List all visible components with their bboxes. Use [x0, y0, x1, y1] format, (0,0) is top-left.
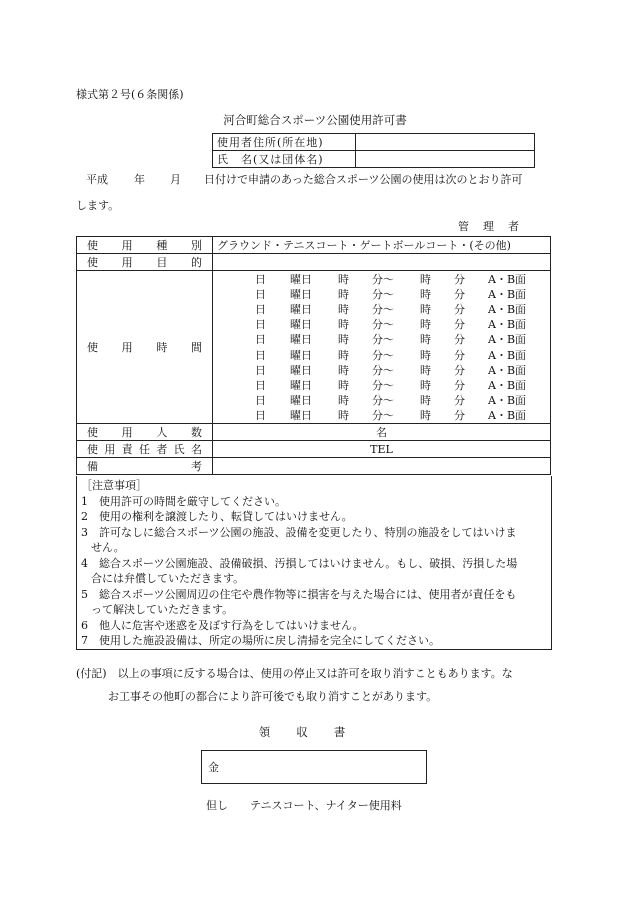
time-min2: 分: [454, 318, 465, 332]
receipt-title-text: 領収書: [258, 725, 372, 739]
note-item: って解決していただきます。: [91, 603, 234, 616]
time-court: A・B面: [488, 378, 527, 392]
time-min1: 分～: [372, 394, 394, 408]
time-min1: 分～: [372, 378, 394, 392]
amount-box[interactable]: [201, 750, 427, 784]
time-hour2: 時: [420, 272, 431, 286]
time-hour2: 時: [420, 287, 431, 301]
time-min2: 分: [454, 394, 465, 408]
time-min2: 分: [454, 409, 465, 423]
time-min1: 分～: [372, 409, 394, 423]
remarks-label: 備考: [77, 458, 213, 475]
time-day: 日: [255, 378, 266, 392]
applicant-table: [212, 133, 535, 168]
note-item: せん。: [91, 541, 125, 554]
usage-table: [76, 236, 551, 475]
time-min2: 分: [454, 348, 465, 362]
time-row[interactable]: [213, 332, 550, 347]
time-hour1: 時: [338, 363, 349, 377]
address-field[interactable]: [356, 134, 535, 151]
time-hour1: 時: [338, 287, 349, 301]
time-min1: 分～: [372, 272, 394, 286]
time-hour2: 時: [420, 348, 431, 362]
era-label: 平成: [86, 173, 108, 186]
time-hour1: 時: [338, 303, 349, 317]
time-min1: 分～: [372, 318, 394, 332]
people-label: 使用人数: [77, 424, 213, 441]
people-unit: 名: [376, 426, 387, 439]
time-day: 日: [255, 287, 266, 301]
time-hour2: 時: [420, 333, 431, 347]
supplement-line-1: (付記) 以上の事項に反する場合は、使用の停止又は許可を取り消すこともあります。な: [76, 667, 513, 680]
time-day: 日: [255, 318, 266, 332]
time-day: 日: [255, 348, 266, 362]
note-item: 7 使用した施設設備は、所定の場所に戻し清掃を完全にしてください。: [81, 634, 440, 647]
time-weekday: 曜日: [290, 287, 312, 301]
time-hour2: 時: [420, 363, 431, 377]
time-hour1: 時: [338, 348, 349, 362]
time-weekday: 曜日: [290, 272, 312, 286]
note-item: 4 総合スポーツ公園施設、設備破損、汚損してはいけません。もし、破損、汚損した場: [81, 556, 518, 570]
time-min1: 分～: [372, 348, 394, 362]
time-court: A・B面: [488, 272, 527, 286]
time-court: A・B面: [488, 363, 527, 377]
time-court: A・B面: [488, 333, 527, 347]
time-hour1: 時: [338, 394, 349, 408]
form-number: 様式第２号(６条関係): [76, 88, 184, 101]
note-item: 5 総合スポーツ公園周辺の住宅や農作物等に損害を与えた場合には、使用者が責任をも: [81, 587, 517, 601]
time-row[interactable]: [213, 377, 550, 392]
time-weekday: 曜日: [290, 318, 312, 332]
time-min1: 分～: [372, 363, 394, 377]
time-day: 日: [255, 363, 266, 377]
note-item: 6 他人に危害や迷惑を及ぼす行為をしてはいけません。: [81, 618, 364, 632]
time-label: 使用時間: [77, 271, 213, 424]
time-weekday: 曜日: [290, 378, 312, 392]
time-min2: 分: [454, 378, 465, 392]
note-item: 3 許可なしに総合スポーツ公園の施設、設備を変更したり、特別の施設をしてはいけま: [81, 525, 517, 539]
amount-label: 金: [208, 761, 219, 774]
time-weekday: 曜日: [290, 333, 312, 347]
type-label: 使用種別: [77, 237, 213, 254]
time-rows: [213, 271, 550, 423]
time-row[interactable]: [213, 317, 550, 332]
time-day: 日: [255, 333, 266, 347]
issue-text: 日付けで申請のあった総合スポーツ公園の使用は次のとおり許可: [204, 173, 523, 186]
purpose-label: 使用目的: [77, 254, 213, 271]
time-weekday: 曜日: [290, 363, 312, 377]
manager-label: 管理者: [458, 220, 533, 233]
time-hour1: 時: [338, 318, 349, 332]
issue-statement: [86, 171, 522, 187]
supplement-line-2: お工事その他町の都合により許可後でも取り消すことがあります。: [108, 690, 438, 703]
time-weekday: 曜日: [290, 409, 312, 423]
time-day: 日: [255, 394, 266, 408]
receipt-title: [0, 724, 630, 740]
type-value[interactable]: グラウンド・テニスコート・ゲートボールコート・(その他): [213, 237, 551, 254]
responsible-field[interactable]: [213, 441, 551, 458]
note-item: 1 使用許可の時間を厳守してください。: [81, 494, 286, 508]
time-court: A・B面: [488, 409, 527, 423]
time-hour2: 時: [420, 378, 431, 392]
time-hour2: 時: [420, 394, 431, 408]
month-label: 月: [170, 173, 181, 186]
time-hour1: 時: [338, 333, 349, 347]
time-day: 日: [255, 303, 266, 317]
notes-heading: ［注意事項］: [81, 479, 147, 492]
time-min1: 分～: [372, 333, 394, 347]
time-row[interactable]: [213, 393, 550, 408]
time-hour2: 時: [420, 409, 431, 423]
time-hour2: 時: [420, 303, 431, 317]
time-day: 日: [255, 409, 266, 423]
time-hour1: 時: [338, 409, 349, 423]
time-court: A・B面: [488, 394, 527, 408]
name-label: 氏 名(又は団体名): [213, 151, 356, 168]
tel-label: TEL: [370, 442, 393, 456]
time-weekday: 曜日: [290, 348, 312, 362]
time-min1: 分～: [372, 287, 394, 301]
time-hour1: 時: [338, 378, 349, 392]
issue-text-continued: します。: [76, 199, 120, 212]
time-court: A・B面: [488, 318, 527, 332]
time-min2: 分: [454, 287, 465, 301]
time-weekday: 曜日: [290, 394, 312, 408]
time-row[interactable]: [213, 408, 550, 423]
time-row[interactable]: [213, 286, 550, 301]
time-day: 日: [255, 272, 266, 286]
time-court: A・B面: [488, 287, 527, 301]
time-min2: 分: [454, 272, 465, 286]
time-min2: 分: [454, 363, 465, 377]
proviso-text: 但し テニスコート、ナイター使用料: [206, 799, 402, 812]
time-court: A・B面: [488, 348, 527, 362]
time-row[interactable]: [213, 347, 550, 362]
note-item: 合には弁償していただきます。: [91, 572, 245, 585]
time-weekday: 曜日: [290, 303, 312, 317]
time-row[interactable]: [213, 301, 550, 316]
time-court: A・B面: [488, 303, 527, 317]
time-row[interactable]: [213, 271, 550, 286]
time-min1: 分～: [372, 303, 394, 317]
time-row[interactable]: [213, 362, 550, 377]
notes-box: [76, 476, 552, 650]
note-item: 2 使用の権利を譲渡したり、転貸してはいけません。: [81, 510, 353, 523]
time-min2: 分: [454, 333, 465, 347]
purpose-field[interactable]: [213, 254, 551, 271]
responsible-label: 使用責任者氏名: [77, 441, 213, 458]
year-label: 年: [134, 173, 145, 186]
address-label: 使用者住所(所在地): [213, 134, 356, 151]
people-field[interactable]: [213, 424, 551, 441]
time-hour1: 時: [338, 272, 349, 286]
time-min2: 分: [454, 303, 465, 317]
time-cell: [213, 271, 551, 424]
document-title: 河合町総合スポーツ公園使用許可書: [223, 113, 407, 127]
remarks-field[interactable]: [213, 458, 551, 475]
name-field[interactable]: [356, 151, 535, 168]
time-hour2: 時: [420, 318, 431, 332]
